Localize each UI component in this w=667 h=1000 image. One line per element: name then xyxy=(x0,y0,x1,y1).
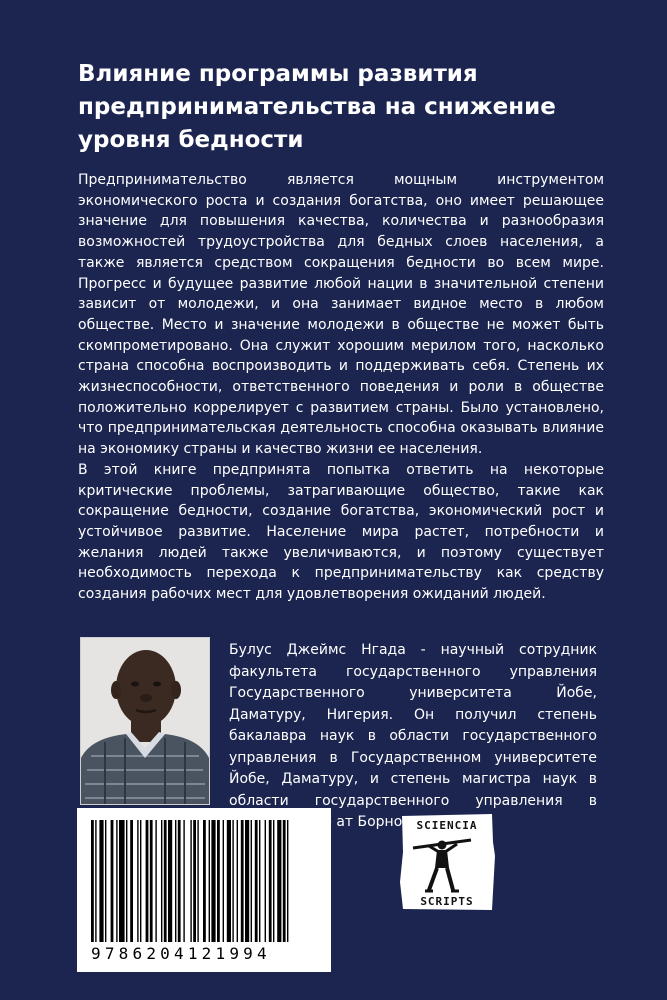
publisher-logo xyxy=(399,812,495,912)
barcode-bar xyxy=(277,820,281,942)
barcode-bar xyxy=(183,820,184,942)
barcode-bar xyxy=(116,820,117,942)
barcode-bar xyxy=(111,820,114,942)
barcode-bar xyxy=(255,820,258,942)
barcode-bar xyxy=(91,820,94,942)
barcode-bar xyxy=(150,820,153,942)
barcode-bar xyxy=(105,820,106,942)
barcode-bar xyxy=(161,820,162,942)
barcode-bar xyxy=(203,820,206,942)
barcode-bar xyxy=(287,820,288,942)
barcode-bar xyxy=(178,820,181,942)
author-bio: Булус Джеймс Нгада - научный сотрудник факультета государственного управления Государственного университета Йобе, Даматуру, Нигерия. Он получил степень бакалавра наук в области государственного управления в Государственном университете Йобе, Даматуру, и степень магистра наук в области государственного управления в ат Борно. xyxy=(229,642,597,830)
barcode-bar xyxy=(126,820,127,942)
isbn-number: 9786204121994 xyxy=(91,944,271,963)
author-photo xyxy=(80,637,210,805)
barcode-bar xyxy=(197,820,198,942)
book-description xyxy=(78,170,604,605)
barcode-bar xyxy=(119,820,125,942)
barcode-bar xyxy=(99,820,103,942)
barcode-bar xyxy=(259,820,260,942)
barcode-bar xyxy=(251,820,252,942)
barcode-bar xyxy=(130,820,133,942)
barcode-bar xyxy=(283,820,286,942)
barcode-bar xyxy=(232,820,233,942)
barcode-bar xyxy=(211,820,215,942)
barcode-bar xyxy=(140,820,141,942)
barcode-bar xyxy=(265,820,266,942)
barcode-bar xyxy=(273,820,274,942)
book-title: Влияние программы развития предпринимательства на снижение уровня бедности xyxy=(78,61,556,153)
barcode-bar xyxy=(237,820,238,942)
isbn-barcode xyxy=(77,808,331,972)
barcode-bar xyxy=(241,820,244,942)
barcode-bar xyxy=(223,820,224,942)
publisher-logo-top-text: SCIENCIA xyxy=(416,819,478,832)
barcode-bars xyxy=(77,808,331,944)
description-paragraph-1: Предпринимательство является мощным инструментом экономического роста и создания богатства, оно имеет решающее значение для повышения качества, количества и разнообразия возможностей трудоустройства для бедных слоев населения, а также является средством сокращения бедности во всем мире. Прогресс и будущее развитие любой нации в значительной степени зависит от молодежи, и она занимает видное место в любом обществе. Место и значение молодежи в обществе не может быть скомпрометировано. Она служит хорошим мерилом того, насколько страна способна воспроизводить и поддерживать себя. Степень их жизнеспособности, ответственного поведения и роли в обществе положительно коррелирует с развитием страны. Было установлено, что предпринимательская деятельность способна оказывать влияние на экономику страны и качество жизни ее населения. xyxy=(78,172,604,458)
barcode-bar xyxy=(164,820,167,942)
barcode-bar xyxy=(95,820,96,942)
barcode-bar xyxy=(175,820,176,942)
description-paragraph-2: В этой книге предпринята попытка ответить на некоторые критические проблемы, затрагивающие общество, такие как сокращение бедности, создание богатства, экономический рост и устойчивое развитие. Население мира растет, потребности и желания людей также увеличиваются, и поэтому существует необходимость перехода к предпринимательству как средству создания рабочих мест для удовлетворения ожиданий людей. xyxy=(78,461,604,603)
barcode-bar xyxy=(155,820,156,942)
barcode-bar xyxy=(146,820,149,942)
barcode-bar xyxy=(245,820,249,942)
publisher-logo-bottom-text: SCRIPTS xyxy=(420,895,474,908)
barcode-bar xyxy=(217,820,220,942)
barcode-bar xyxy=(168,820,172,942)
barcode-bar xyxy=(209,820,210,942)
barcode-bar xyxy=(190,820,191,942)
barcode-bar xyxy=(193,820,196,942)
barcode-bar xyxy=(137,820,138,942)
barcode-bar xyxy=(269,820,272,942)
barcode-bar xyxy=(227,820,231,942)
